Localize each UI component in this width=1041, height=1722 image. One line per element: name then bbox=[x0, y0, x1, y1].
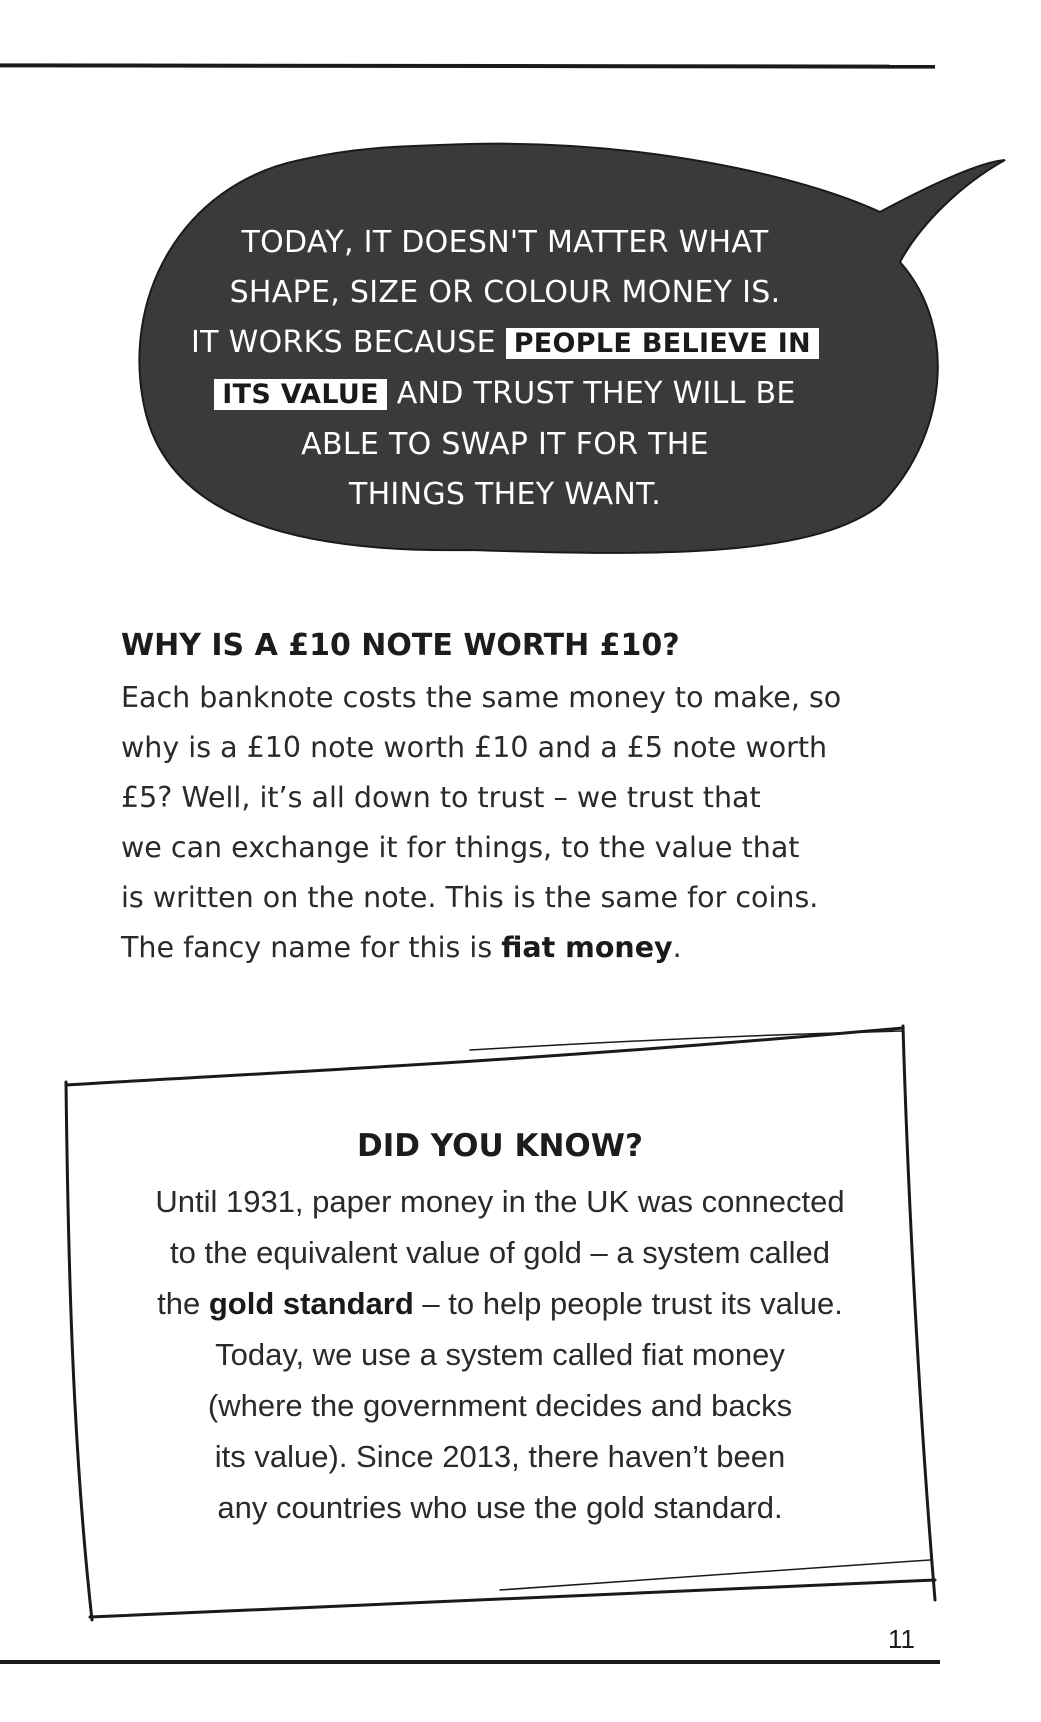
box-line: Today, we use a system called fiat money bbox=[215, 1337, 785, 1372]
bubble-line: SHAPE, SIZE OR COLOUR MONEY IS. bbox=[229, 275, 781, 310]
bubble-line-text: AND TRUST THEY WILL BE bbox=[396, 376, 796, 411]
did-you-know-heading: DID YOU KNOW? bbox=[357, 1128, 643, 1164]
box-line: its value). Since 2013, there haven’t been bbox=[214, 1439, 786, 1474]
body-line: why is a £10 note worth £10 and a £5 note worth bbox=[121, 731, 828, 764]
bubble-line-text: IT WORKS BECAUSE bbox=[191, 325, 496, 360]
page-number: 11 bbox=[888, 1624, 915, 1654]
bubble-line: THINGS THEY WANT. bbox=[348, 477, 662, 512]
bubble-line: ABLE TO SWAP IT FOR THE bbox=[301, 427, 709, 462]
body-text: The fancy name for this is bbox=[121, 931, 493, 964]
box-line bbox=[110, 1278, 890, 1329]
body-text: . bbox=[672, 931, 682, 964]
box-line: Until 1931, paper money in the UK was connected bbox=[155, 1184, 845, 1219]
body-line: £5? Well, it’s all down to trust – we trust that bbox=[121, 781, 761, 814]
fiat-money-term: fiat money bbox=[501, 931, 673, 964]
box-text: the bbox=[157, 1286, 201, 1321]
highlight-its-value: ITS VALUE bbox=[214, 379, 387, 410]
bubble-line: TODAY, IT DOESN'T MATTER WHAT bbox=[241, 225, 769, 260]
did-you-know-body bbox=[110, 1176, 890, 1533]
bottom-rule bbox=[0, 1660, 940, 1664]
gold-standard-term: gold standard bbox=[208, 1286, 414, 1321]
body-line: is written on the note. This is the same for coins. bbox=[121, 881, 819, 914]
box-text: – to help people trust its value. bbox=[422, 1286, 843, 1321]
highlight-people-believe: PEOPLE BELIEVE IN bbox=[506, 328, 819, 359]
body-line: Each banknote costs the same money to make, so bbox=[121, 681, 842, 714]
body-line: we can exchange it for things, to the value that bbox=[121, 831, 800, 864]
box-line: to the equivalent value of gold – a system called bbox=[169, 1235, 831, 1270]
did-you-know-box bbox=[110, 1128, 890, 1533]
section-heading: WHY IS A £10 NOTE WORTH £10? bbox=[121, 628, 680, 663]
box-line: any countries who use the gold standard. bbox=[217, 1490, 783, 1525]
box-line: (where the government decides and backs bbox=[207, 1388, 793, 1423]
